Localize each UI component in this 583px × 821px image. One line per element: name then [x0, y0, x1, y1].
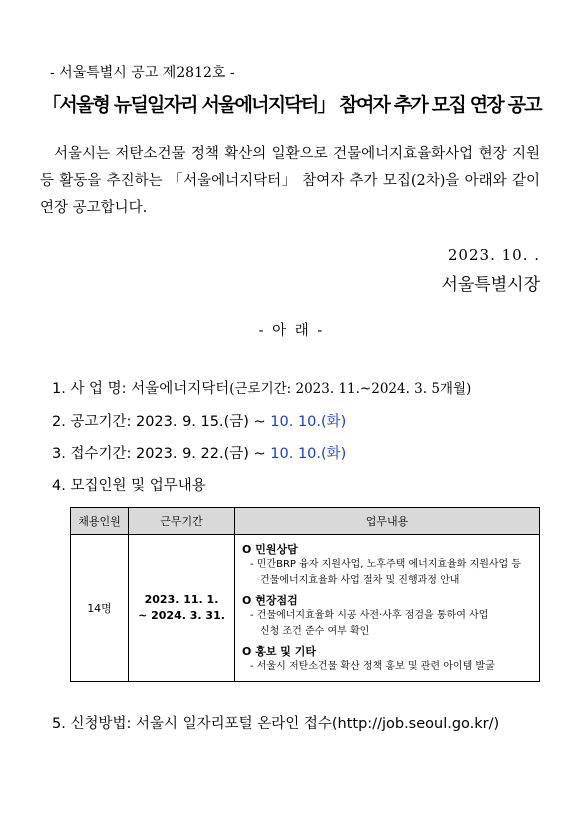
table-header-duties: 업무내용 [235, 508, 540, 535]
duty-title [242, 541, 533, 557]
item-notice-period [52, 410, 346, 431]
duty-title [242, 592, 533, 608]
duty-description [242, 659, 533, 675]
duty-title-text: 현장점검 [255, 594, 298, 607]
headcount-cell: 14명 [71, 535, 129, 682]
duty-desc-line: 신청 조건 준수 여부 확인 [260, 626, 370, 637]
duty-bullet: O [242, 543, 252, 556]
table-header-headcount: 채용인원 [71, 508, 129, 535]
issuer: 서울특별시장 [441, 275, 540, 295]
item-project-period: (근로기간: 2023. 11.~2024. 3. 5개월) [229, 381, 472, 397]
item-application-period-end: 10. 10.(화) [270, 446, 347, 462]
duty-description [242, 608, 533, 640]
period-end: ~ 2024. 3. 31. [138, 609, 225, 622]
item-apply-method: 5. 신청방법: 서울시 일자리포털 온라인 접수(http://job.seoul.go.kr/) [52, 716, 500, 732]
table-header-period: 근무기간 [129, 508, 235, 535]
period-cell [129, 535, 235, 682]
item-project-name [52, 377, 471, 398]
duty-title-text: 민원상담 [255, 543, 298, 556]
body-paragraph: 서울시는 저탄소건물 정책 확산의 일환으로 건물에너지효율화사업 현장 지원 등 활동을 추진하는 「서울에너지닥터」 참여자 추가 모집(2차)을 아래와 같이 연장 공고합니다. [40, 146, 540, 216]
document-title: 「서울형 뉴딜일자리 서울에너지닥터」 참여자 추가 모집 연장 공고 [42, 94, 541, 116]
table-row [71, 535, 540, 682]
duty-title-text: 홍보 및 기타 [255, 645, 316, 658]
item-notice-period-end: 10. 10.(화) [270, 414, 347, 430]
section-heading: - 아 래 - [258, 323, 325, 339]
duty-bullet: O [242, 645, 252, 658]
duty-desc-line: 건물에너지효율화 사업 절차 및 진행과정 안내 [260, 575, 460, 586]
duty-bullet: O [242, 594, 252, 607]
item-application-period [52, 442, 346, 463]
document-date: 2023. 10. . [447, 246, 540, 264]
period-start: 2023. 11. 1. [144, 593, 219, 606]
recruitment-table [70, 507, 540, 682]
duty-desc-line: - 민간BRP 융자 지원사업, 노후주택 에너지효율화 지원사업 등 [250, 559, 522, 570]
duty-desc-line: - 건물에너지효율화 시공 사전·사후 점검을 통하여 사업 [250, 610, 489, 621]
notice-number: - 서울특별시 공고 제2812호 - [50, 65, 235, 81]
duties-cell [235, 535, 540, 682]
table-header-row [71, 508, 540, 535]
duty-desc-line: - 서울시 저탄소건물 확산 정책 홍보 및 관련 아이템 발굴 [250, 661, 495, 672]
item-recruitment: 4. 모집인원 및 업무내용 [52, 478, 206, 494]
duty-title [242, 643, 533, 659]
duty-description [242, 557, 533, 589]
item-application-period-label: 3. 접수기간: 2023. 9. 22.(금) ~ [52, 446, 271, 462]
item-notice-period-label: 2. 공고기간: 2023. 9. 15.(금) ~ [52, 414, 271, 430]
item-project-label: 1. 사 업 명: 서울에너지닥터 [52, 381, 230, 397]
